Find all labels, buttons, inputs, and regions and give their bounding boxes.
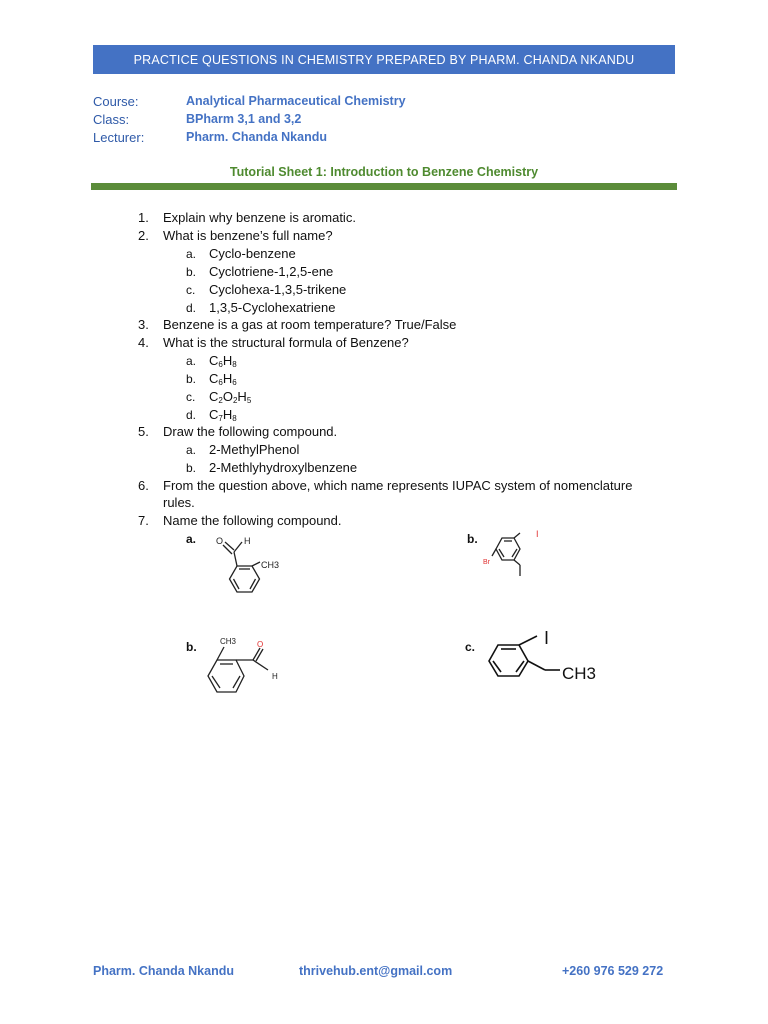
header-banner: PRACTICE QUESTIONS IN CHEMISTRY PREPARED BY PHARM. CHANDA NKANDU <box>93 45 675 74</box>
atom-label: CH3 <box>562 664 597 683</box>
bond-line <box>253 660 268 670</box>
footer-email[interactable]: thrivehub.ent@gmail.com <box>299 964 453 978</box>
atom-label: I <box>544 628 550 648</box>
bond-line <box>234 542 242 552</box>
course-label: Course: <box>93 94 139 109</box>
structure-label: b. <box>467 532 478 546</box>
structure-label: a. <box>186 532 197 546</box>
option-text: Cyclo-benzene <box>209 246 296 261</box>
question-text: Explain why benzene is aromatic. <box>163 210 356 225</box>
option-label: d. <box>186 301 197 315</box>
bond-line <box>234 552 237 566</box>
question-number: 1. <box>138 210 149 225</box>
atom-label: CH3 <box>261 560 280 570</box>
bond-line <box>519 636 537 645</box>
footer-name: Pharm. Chanda Nkandu <box>93 964 234 978</box>
bond-line <box>514 560 520 565</box>
option-label: a. <box>186 354 197 368</box>
option-label: b. <box>186 265 197 279</box>
option-text: Cyclohexa-1,3,5-trikene <box>209 282 347 297</box>
atom-label: I <box>536 529 539 539</box>
benzene-ring <box>208 660 244 692</box>
option-label: b. <box>186 461 197 475</box>
option-label: a. <box>186 443 197 457</box>
course-value: Analytical Pharmaceutical Chemistry <box>186 94 406 108</box>
title-divider <box>91 183 677 190</box>
option-text: 2-MethylPhenol <box>209 442 300 457</box>
option-text: Cyclotriene-1,2,5-ene <box>209 264 334 279</box>
atom-label: O <box>257 640 264 649</box>
structure-label: c. <box>465 640 476 654</box>
lecturer-label: Lecturer: <box>93 130 145 145</box>
question-text: Name the following compound. <box>163 513 342 528</box>
question-number: 5. <box>138 424 149 439</box>
atom-label: H <box>244 536 251 546</box>
atom-label: CH3 <box>220 637 237 646</box>
bond-line <box>256 649 263 661</box>
option-label: c. <box>186 283 196 297</box>
bond-line <box>492 549 496 556</box>
formula-text: $C_6H_6$ <box>209 371 237 387</box>
bond-line <box>528 661 545 670</box>
structure-b2-diagram <box>198 630 288 700</box>
atom-label: H <box>272 672 278 681</box>
tutorial-title: Tutorial Sheet 1: Introduction to Benzene Chemistry <box>229 165 539 179</box>
option-text: 2-Methlyhydroxylbenzene <box>209 460 358 475</box>
bond-line <box>253 648 260 660</box>
structure-b-diagram <box>480 524 555 584</box>
option-label: a. <box>186 247 197 261</box>
question-number: 2. <box>138 228 149 243</box>
option-label: c. <box>186 390 196 404</box>
question-number: 3. <box>138 317 149 332</box>
question-number: 6. <box>138 478 149 493</box>
structure-c-diagram <box>482 624 612 692</box>
class-label: Class: <box>93 112 130 127</box>
question-text: What is the structural formula of Benzene? <box>163 335 409 350</box>
option-text: 1,3,5-Cyclohexatriene <box>209 300 336 315</box>
question-text-continued: rules. <box>163 495 195 510</box>
atom-label: O <box>216 536 224 546</box>
bond-line <box>514 533 520 538</box>
bond-line <box>217 647 224 660</box>
formula-text: $C_2O_2H_5$ <box>209 389 252 405</box>
lecturer-value: Pharm. Chanda Nkandu <box>186 130 327 144</box>
structure-label: b. <box>186 640 197 654</box>
option-label: b. <box>186 372 197 386</box>
formula-text: $C_6H_8$ <box>209 353 237 369</box>
question-text: Benzene is a gas at room temperature? True/False <box>163 317 457 332</box>
footer-phone: +260 976 529 272 <box>562 964 664 978</box>
question-text: What is benzene’s full name? <box>163 228 333 243</box>
atom-label: Br <box>483 559 490 566</box>
bond-line <box>252 562 260 566</box>
question-number: 4. <box>138 335 149 350</box>
structure-a-diagram <box>210 528 290 600</box>
formula-text: $C_7H_8$ <box>209 407 237 423</box>
question-text: From the question above, which name represents IUPAC system of nomenclature <box>163 478 633 493</box>
option-label: d. <box>186 408 197 422</box>
class-value: BPharm 3,1 and 3,2 <box>186 112 302 126</box>
question-number: 7. <box>138 513 149 528</box>
question-text: Draw the following compound. <box>163 424 338 439</box>
